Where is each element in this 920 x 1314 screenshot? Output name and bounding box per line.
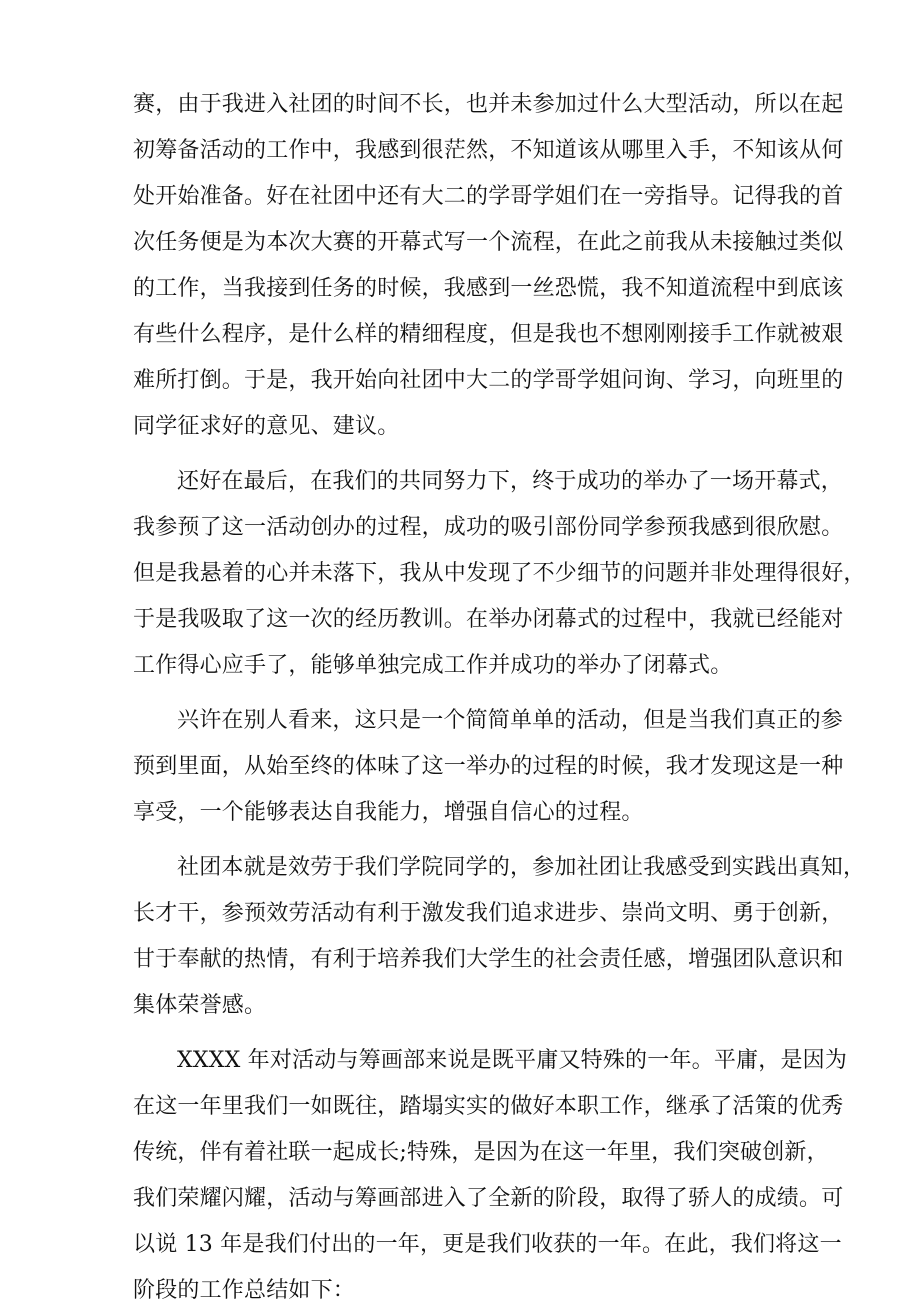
text-line: 难所打倒。于是，我开始向社团中大二的学哥学姐问询、学习，向班里的: [133, 368, 844, 393]
text-line: 阶段的工作总结如下：: [133, 1278, 356, 1303]
text-line: 兴许在别人看来，这只是一个简简单单的活动，但是当我们真正的参: [177, 708, 844, 733]
paragraph-2: [133, 459, 866, 689]
text-line: 长才干，参预效劳活动有利于激发我们追求进步、崇尚文明、勇于创新，: [133, 901, 844, 926]
text-line: 社团本就是效劳于我们学院同学的，参加社团让我感受到实践出真知，: [177, 855, 866, 880]
text-line: 处开始准备。好在社团中还有大二的学哥学姐们在一旁指导。记得我的首: [133, 184, 844, 209]
text-line: 有些什么程序，是什么样的精细程度，但是我也不想刚刚接手工作就被艰: [133, 322, 844, 347]
text-line: 在这一年里我们一如既往，踏塌实实的做好本职工作，继承了活策的优秀: [133, 1094, 844, 1119]
text-line: XXXX 年对活动与筹画部来说是既平庸又特殊的一年。平庸，是因为: [177, 1048, 848, 1073]
text-line: 还好在最后，在我们的共同努力下，终于成功的举办了一场开幕式，: [177, 469, 844, 494]
text-line: 工作得心应手了，能够单独完成工作并成功的举办了闭幕式。: [133, 653, 733, 678]
text-line: 以说 13 年是我们付出的一年，更是我们收获的一年。在此，我们将这一: [133, 1232, 842, 1257]
text-line: 传统，伴有着社联一起成长;特殊，是因为在这一年里，我们突破创新，: [133, 1140, 829, 1165]
paragraph-4: [133, 845, 866, 1029]
paragraph-spacer: [133, 450, 793, 459]
text-line: 但是我悬着的心并未落下，我从中发现了不少细节的问题并非处理得很好，: [133, 561, 866, 586]
paragraph-spacer: [133, 1029, 793, 1038]
paragraph-3: [133, 698, 844, 836]
text-line: 于是我吸取了这一次的经历教训。在举办闭幕式的过程中，我就已经能对: [133, 607, 844, 632]
text-line: 甘于奉献的热情，有利于培养我们大学生的社会责任感，增强团队意识和: [133, 947, 844, 972]
text-line: 次任务便是为本次大赛的开幕式写一个流程，在此之前我从未接触过类似: [133, 230, 844, 255]
text-line: 享受，一个能够表达自我能力，增强自信心的过程。: [133, 800, 644, 825]
text-line: 赛，由于我进入社团的时间不长，也并未参加过什么大型活动，所以在起: [133, 92, 844, 117]
text-line: 的工作，当我接到任务的时候，我感到一丝恐慌，我不知道流程中到底该: [133, 276, 844, 301]
text-line: 同学征求好的意见、建议。: [133, 414, 400, 439]
text-line: 集体荣誉感。: [133, 993, 267, 1018]
text-line: 我参预了这一活动创办的过程，成功的吸引部份同学参预我感到很欣慰。: [133, 515, 844, 540]
paragraph-spacer: [133, 689, 793, 698]
paragraph-1: [133, 82, 844, 450]
paragraph-spacer: [133, 836, 793, 845]
text-line: 初筹备活动的工作中，我感到很茫然，不知道该从哪里入手，不知该从何: [133, 138, 844, 163]
text-line: 我们荣耀闪耀，活动与筹画部进入了全新的阶段，取得了骄人的成绩。可: [133, 1186, 844, 1211]
text-line: 预到里面，从始至终的体味了这一举办的过程的时候，我才发现这是一种: [133, 754, 844, 779]
document-body: [133, 82, 866, 1314]
paragraph-5: [133, 1038, 848, 1314]
